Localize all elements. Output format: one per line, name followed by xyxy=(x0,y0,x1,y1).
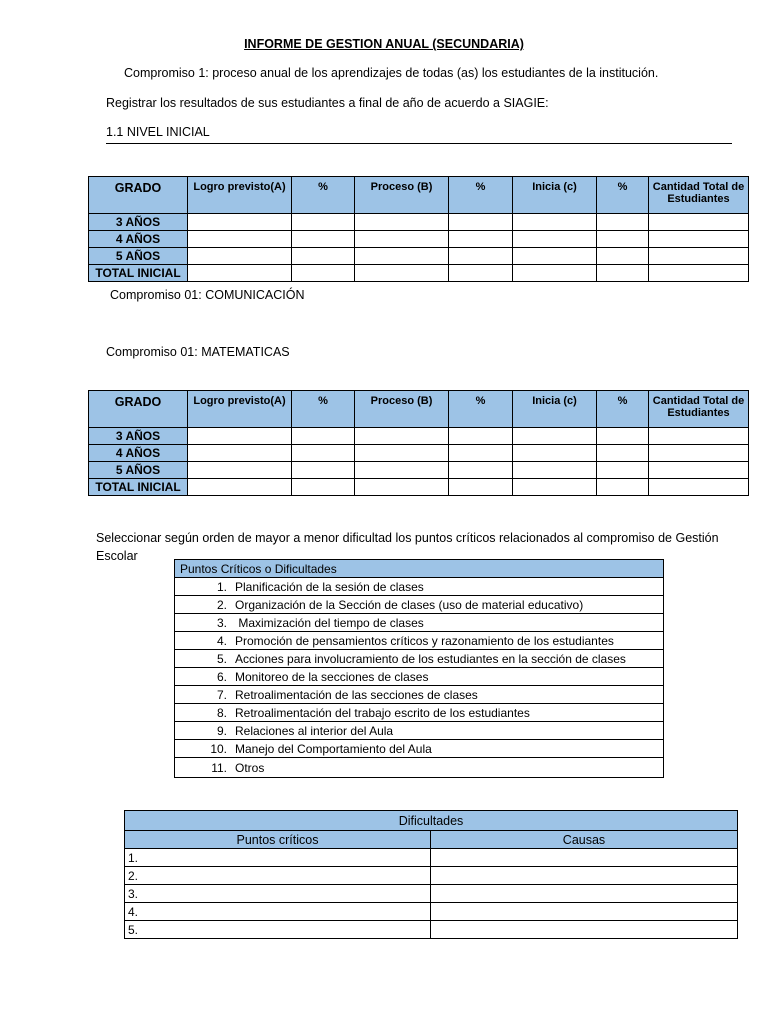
header-logro: Logro previsto(A) xyxy=(188,177,292,214)
cell[interactable] xyxy=(188,445,292,462)
cell[interactable] xyxy=(449,248,513,265)
cell[interactable] xyxy=(292,445,355,462)
cell[interactable] xyxy=(597,445,649,462)
item-number: 11. xyxy=(211,760,227,775)
header-percent: % xyxy=(597,177,649,214)
puntos-item xyxy=(175,614,664,632)
header-cantidad: Cantidad Total de Estudiantes xyxy=(649,391,749,428)
cell[interactable] xyxy=(649,265,749,282)
cell[interactable] xyxy=(649,248,749,265)
cell[interactable] xyxy=(355,428,449,445)
item-text: Relaciones al interior del Aula xyxy=(235,723,394,738)
cell[interactable] xyxy=(513,265,597,282)
compromiso-matematicas xyxy=(106,345,290,359)
item-text: Planificación de la sesión de clases xyxy=(235,579,424,594)
item-number: 9. xyxy=(216,723,227,738)
list-item xyxy=(175,632,664,650)
header-grado: GRADO xyxy=(89,391,188,428)
list-item xyxy=(175,740,664,758)
cell[interactable] xyxy=(431,921,738,939)
item-text: Maximización del tiempo de clases xyxy=(235,615,424,630)
row-number[interactable]: 3. xyxy=(125,885,431,903)
cell[interactable] xyxy=(188,265,292,282)
item-text: Manejo del Comportamiento del Aula xyxy=(235,741,432,756)
cell[interactable] xyxy=(292,265,355,282)
item-text: Organización de la Sección de clases (uso de material educativo) xyxy=(235,597,584,612)
table-row xyxy=(125,849,738,867)
header-logro: Logro previsto(A) xyxy=(188,391,292,428)
table-title-row xyxy=(125,811,738,831)
cell[interactable] xyxy=(513,462,597,479)
cell[interactable] xyxy=(597,428,649,445)
header-puntos-criticos: Puntos críticos xyxy=(125,831,431,849)
table-header-row xyxy=(89,177,749,214)
cell[interactable] xyxy=(449,462,513,479)
cell[interactable] xyxy=(355,479,449,496)
compromiso-prefix: Compromiso 01: xyxy=(110,288,206,302)
dificultades-title: Dificultades xyxy=(125,811,738,831)
header-causas: Causas xyxy=(431,831,738,849)
cell[interactable] xyxy=(513,479,597,496)
puntos-item xyxy=(175,596,664,614)
table-row xyxy=(89,479,749,496)
cell[interactable] xyxy=(449,479,513,496)
row-label: TOTAL INICIAL xyxy=(89,479,188,496)
table-header-row xyxy=(175,560,664,578)
compromiso-prefix: Compromiso 01: xyxy=(106,345,202,359)
cell[interactable] xyxy=(513,445,597,462)
item-number: 1. xyxy=(216,579,227,594)
table-row xyxy=(89,265,749,282)
list-item xyxy=(175,614,664,632)
cell[interactable] xyxy=(597,214,649,231)
table-header-row xyxy=(89,391,749,428)
table-row xyxy=(89,214,749,231)
item-number: 4. xyxy=(216,633,227,648)
cell[interactable] xyxy=(355,462,449,479)
cell[interactable] xyxy=(355,214,449,231)
item-number: 2. xyxy=(216,597,227,612)
table-row xyxy=(89,462,749,479)
cell[interactable] xyxy=(449,445,513,462)
puntos-criticos-table xyxy=(174,559,664,778)
cell[interactable] xyxy=(292,462,355,479)
header-percent: % xyxy=(449,391,513,428)
header-inicia: Inicia (c) xyxy=(513,177,597,214)
compromiso-text: Compromiso 1: proceso anual de los aprendizajes de todas (as) los estudiantes de la institución. xyxy=(124,66,659,80)
registrar-text: Registrar los resultados de sus estudiantes a final de año de acuerdo a SIAGIE: xyxy=(106,96,549,110)
item-text: Retroalimentación del trabajo escrito de los estudiantes xyxy=(235,705,530,720)
item-number: 6. xyxy=(216,669,227,684)
table-row xyxy=(89,231,749,248)
puntos-item xyxy=(175,722,664,740)
cell[interactable] xyxy=(597,248,649,265)
cell[interactable] xyxy=(649,479,749,496)
cell[interactable] xyxy=(188,231,292,248)
cell[interactable] xyxy=(292,248,355,265)
row-number[interactable]: 2. xyxy=(125,867,431,885)
header-percent: % xyxy=(292,177,355,214)
row-label: 5 AÑOS xyxy=(89,462,188,479)
table-row xyxy=(125,903,738,921)
table-row xyxy=(89,428,749,445)
table-row xyxy=(89,248,749,265)
cell[interactable] xyxy=(188,428,292,445)
row-number[interactable]: 4. xyxy=(125,903,431,921)
section-heading: 1.1 NIVEL INICIAL xyxy=(106,125,210,139)
table-row xyxy=(89,445,749,462)
cell[interactable] xyxy=(649,445,749,462)
row-label: TOTAL INICIAL xyxy=(89,265,188,282)
cell[interactable] xyxy=(355,265,449,282)
header-percent: % xyxy=(597,391,649,428)
puntos-item xyxy=(175,686,664,704)
cell[interactable] xyxy=(649,462,749,479)
item-text: Promoción de pensamientos críticos y razonamiento de los estudiantes xyxy=(235,633,614,648)
list-item xyxy=(175,722,664,740)
cell[interactable] xyxy=(649,231,749,248)
puntos-item xyxy=(175,650,664,668)
cell[interactable] xyxy=(449,428,513,445)
dificultades-table xyxy=(124,810,738,939)
cell[interactable] xyxy=(188,248,292,265)
area-label: MATEMATICAS xyxy=(201,345,290,359)
item-text: Monitoreo de la secciones de clases xyxy=(235,669,429,684)
list-item xyxy=(175,650,664,668)
list-item xyxy=(175,578,664,596)
cell[interactable] xyxy=(188,462,292,479)
header-cantidad: Cantidad Total de Estudiantes xyxy=(649,177,749,214)
item-text: Acciones para involucramiento de los estudiantes en la sección de clases xyxy=(235,651,626,666)
item-number: 8. xyxy=(216,705,227,720)
cell[interactable] xyxy=(513,231,597,248)
row-label: 3 AÑOS xyxy=(89,214,188,231)
compromiso-comunicacion xyxy=(110,288,305,302)
cell[interactable] xyxy=(597,462,649,479)
cell[interactable] xyxy=(355,231,449,248)
cell[interactable] xyxy=(597,265,649,282)
table-row xyxy=(125,885,738,903)
row-label: 5 AÑOS xyxy=(89,248,188,265)
cell[interactable] xyxy=(513,428,597,445)
list-item xyxy=(175,596,664,614)
grade-table-matematicas xyxy=(88,390,749,496)
list-item xyxy=(175,668,664,686)
cell[interactable] xyxy=(188,214,292,231)
cell[interactable] xyxy=(597,479,649,496)
cell[interactable] xyxy=(431,885,738,903)
section-rule xyxy=(106,143,732,144)
item-text: Otros xyxy=(235,760,265,775)
table-row xyxy=(125,921,738,939)
seleccionar-instruction: Seleccionar según orden de mayor a menor dificultad los puntos críticos relacionados al compromiso de Gestión Escolar xyxy=(96,531,719,563)
cell[interactable] xyxy=(649,428,749,445)
row-label: 3 AÑOS xyxy=(89,428,188,445)
puntos-item xyxy=(175,668,664,686)
header-proceso: Proceso (B) xyxy=(355,177,449,214)
cell[interactable] xyxy=(431,849,738,867)
header-percent: % xyxy=(449,177,513,214)
cell[interactable] xyxy=(292,479,355,496)
cell[interactable] xyxy=(188,479,292,496)
row-number[interactable]: 1. xyxy=(125,849,431,867)
item-number: 5. xyxy=(216,651,227,666)
cell[interactable] xyxy=(597,231,649,248)
item-number: 10. xyxy=(210,741,227,756)
item-number: 3. xyxy=(216,615,227,630)
cell[interactable] xyxy=(513,214,597,231)
row-label: 4 AÑOS xyxy=(89,445,188,462)
cell[interactable] xyxy=(431,867,738,885)
header-inicia: Inicia (c) xyxy=(513,391,597,428)
puntos-item xyxy=(175,758,664,778)
area-label: COMUNICACIÓN xyxy=(205,288,305,302)
cell[interactable] xyxy=(449,265,513,282)
list-item xyxy=(175,686,664,704)
header-percent: % xyxy=(292,391,355,428)
row-number[interactable]: 5. xyxy=(125,921,431,939)
puntos-item xyxy=(175,740,664,758)
header-grado: GRADO xyxy=(89,177,188,214)
header-proceso: Proceso (B) xyxy=(355,391,449,428)
grade-table-comunicacion xyxy=(88,176,749,282)
cell[interactable] xyxy=(355,248,449,265)
table-row xyxy=(125,867,738,885)
list-item xyxy=(175,758,664,778)
cell[interactable] xyxy=(449,214,513,231)
cell[interactable] xyxy=(649,214,749,231)
item-number: 7. xyxy=(216,687,227,702)
table-header-row xyxy=(125,831,738,849)
puntos-item xyxy=(175,632,664,650)
cell[interactable] xyxy=(449,231,513,248)
cell[interactable] xyxy=(292,428,355,445)
row-label: 4 AÑOS xyxy=(89,231,188,248)
cell[interactable] xyxy=(355,445,449,462)
document-title: INFORME DE GESTION ANUAL (SECUNDARIA) xyxy=(244,37,524,51)
cell[interactable] xyxy=(513,248,597,265)
item-text: Retroalimentación de las secciones de clases xyxy=(235,687,478,702)
list-item xyxy=(175,704,664,722)
puntos-item xyxy=(175,578,664,596)
cell[interactable] xyxy=(292,214,355,231)
cell[interactable] xyxy=(431,903,738,921)
puntos-header: Puntos Críticos o Dificultades xyxy=(175,560,664,578)
cell[interactable] xyxy=(292,231,355,248)
puntos-item xyxy=(175,704,664,722)
